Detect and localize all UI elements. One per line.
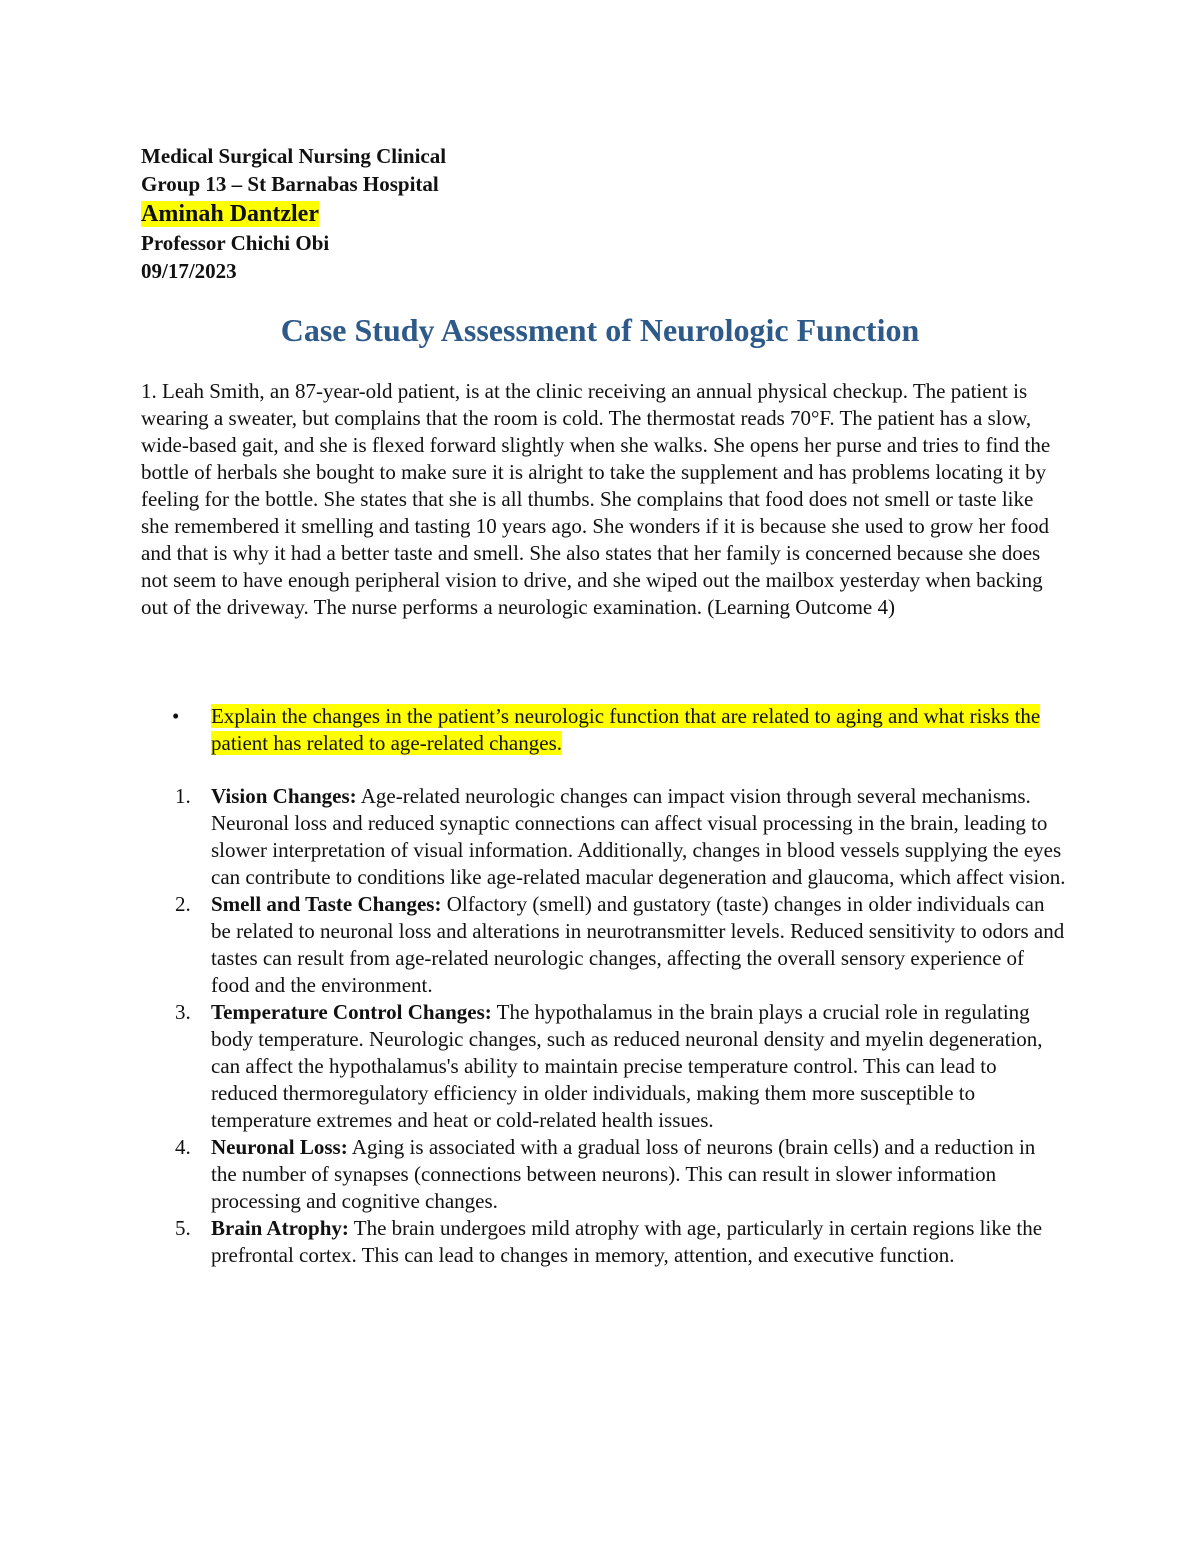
clinical-group: Group 13 – St Barnabas Hospital <box>141 172 439 196</box>
answer-heading: Vision Changes: <box>211 784 357 808</box>
question-text: Explain the changes in the patient’s neurologic function that are related to aging and what risks the patient has related to age-related changes. <box>211 704 1041 755</box>
answer-text: The hypothalamus in the brain plays a crucial role in regulating body temperature. Neurologic changes, such as reduced neuronal density and myelin degeneration, can affect the hypothalamus's ability to maintain precise temperature control. This can lead to reduced thermoregulatory efficiency in older individuals, making them more susceptible to temperature extremes and heat or cold-related health issues. <box>211 1000 1043 1132</box>
question-bullet-item <box>172 703 1062 757</box>
case-description: 1. Leah Smith, an 87-year-old patient, is at the clinic receiving an annual physical checkup. The patient is wearing a sweater, but complains that the room is cold. The thermostat reads 70°F. The patient has a slow, wide-based gait, and she is flexed forward slightly when she walks. She opens her purse and tries to find the bottle of herbals she bought to make sure it is alright to take the supplement and has problems locating it by feeling for the bottle. She states that she is all thumbs. She complains that food does not smell or taste like she remembered it smelling and tasting 10 years ago. She wonders if it is because she used to grow her food and that is why it had a better taste and smell. She also states that her family is concerned because she does not seem to have enough peripheral vision to drive, and she wiped out the mailbox yesterday when backing out of the driveway. The nurse performs a neurologic examination. (Learning Outcome 4) <box>141 379 1051 619</box>
answer-heading: Temperature Control Changes: <box>211 1000 492 1024</box>
answer-item-temperature <box>141 999 1066 1134</box>
answer-number: 2. <box>175 892 191 916</box>
answer-item-vision <box>141 783 1066 891</box>
answer-text: Age-related neurologic changes can impact vision through several mechanisms. Neuronal loss and reduced synaptic connections can affect visual processing in the brain, leading to slower interpretation of visual information. Additionally, changes in blood vessels supplying the eyes can contribute to conditions like age-related macular degeneration and glaucoma, which affect vision. <box>211 784 1066 889</box>
answer-number: 3. <box>175 1000 191 1024</box>
answer-list <box>141 783 1066 1269</box>
student-name <box>141 199 841 229</box>
answer-item-brain-atrophy <box>141 1215 1066 1269</box>
professor-name: Professor Chichi Obi <box>141 231 330 255</box>
answer-text: Olfactory (smell) and gustatory (taste) changes in older individuals can be related to neuronal loss and alterations in neurotransmitter levels. Reduced sensitivity to odors and tastes can result from age-related neurologic changes, affecting the overall sensory experience of food and the environment. <box>211 892 1065 997</box>
student-name-highlight: Aminah Dantzler <box>141 201 319 227</box>
submission-date: 09/17/2023 <box>141 259 237 283</box>
document-header <box>141 142 841 285</box>
answer-number: 4. <box>175 1135 191 1159</box>
answer-heading: Smell and Taste Changes: <box>211 892 442 916</box>
question-text-block <box>211 703 1062 757</box>
answer-item-neuronal-loss <box>141 1134 1066 1215</box>
answer-number: 5. <box>175 1216 191 1240</box>
document-title: Case Study Assessment of Neurologic Function <box>280 312 920 348</box>
answer-text: Aging is associated with a gradual loss of neurons (brain cells) and a reduction in the number of synapses (connections between neurons). This can result in slower information processing and cognitive changes. <box>211 1135 1036 1213</box>
answer-item-smell-taste <box>141 891 1066 999</box>
answer-number: 1. <box>175 784 191 808</box>
answer-heading: Neuronal Loss: <box>211 1135 348 1159</box>
bullet-marker: • <box>172 704 180 728</box>
answer-heading: Brain Atrophy: <box>211 1216 349 1240</box>
course-name: Medical Surgical Nursing Clinical <box>141 144 447 168</box>
answer-text: The brain undergoes mild atrophy with age, particularly in certain regions like the prefrontal cortex. This can lead to changes in memory, attention, and executive function. <box>211 1216 1043 1267</box>
